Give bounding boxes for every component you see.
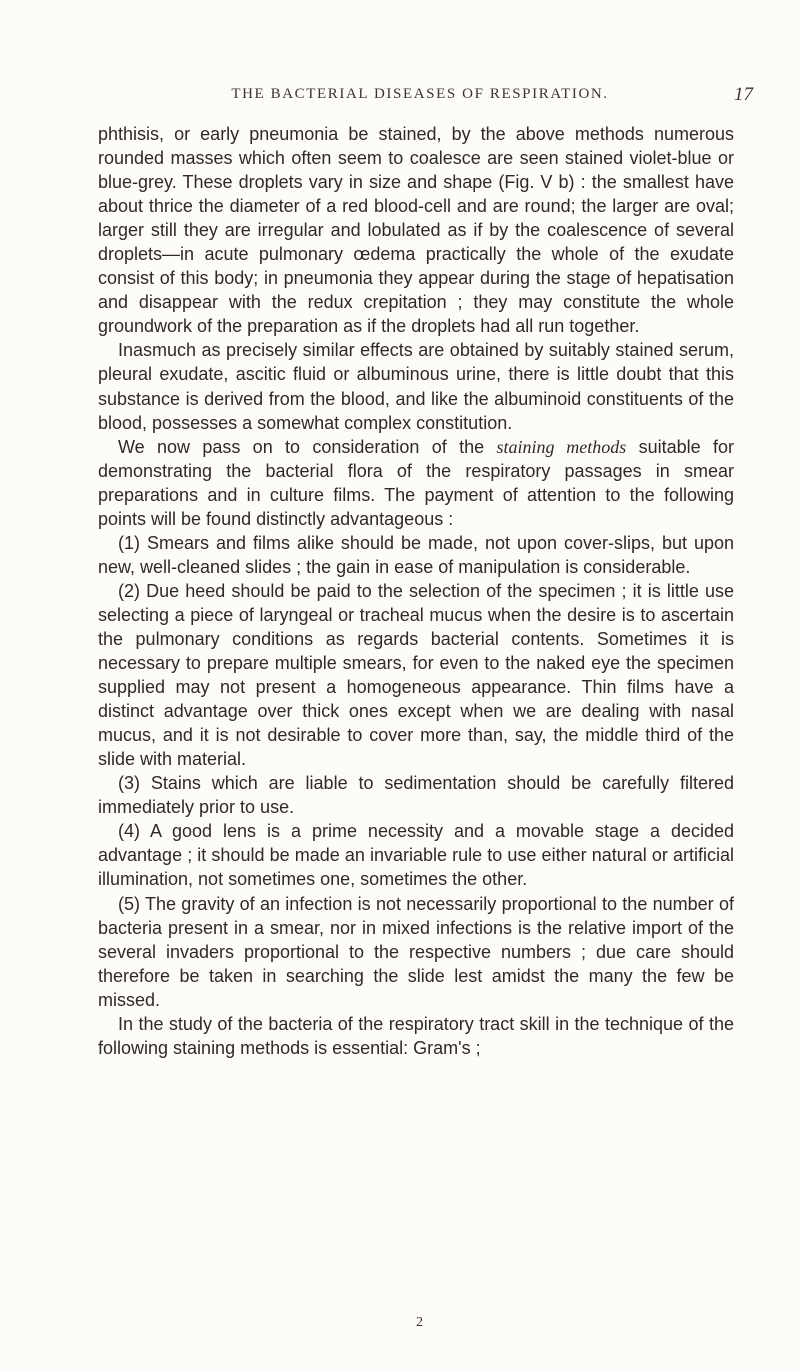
page-number: 17 [734, 84, 753, 105]
paragraph: Inasmuch as precisely similar effects are obtained by suitably stained serum, pleural exudate, ascitic fluid or albuminous urine, there is little doubt that this substance is derived from the blood, and like the albuminoid constituents of the blood, possesses a somewhat complex constitution. [98, 340, 734, 433]
paragraph: In the study of the bacteria of the respiratory tract skill in the technique of the following staining methods is essential: Gram's ; [98, 1013, 734, 1058]
list-item-4: (4) A good lens is a prime necessity and a movable stage a decided advantage ; it should be made an invariable rule to use either natural or artificial illumination, not sometimes one, sometimes the other. [98, 821, 734, 890]
list-item-2: (2) Due heed should be paid to the selection of the specimen ; it is little use selecting a piece of laryngeal or tracheal mucus when the desire is to ascertain the pulmonary conditions as regards bacterial contents. Sometimes it is necessary to prepare multiple smears, for even to the naked eye the specimen supplied may not present a homogeneous appearance. Thin films have a distinct advantage over thick ones except when we are dealing with nasal mucus, and it is not desirable to cover more than, say, the middle third of the slide with material. [98, 580, 734, 770]
list-item-5: (5) The gravity of an infection is not necessarily proportional to the number of bacteria present in a smear, nor in mixed infections is the relative import of the several invaders proportional to the respective numbers ; due care should therefore be taken in searching the slide lest amidst the many the few be missed. [98, 893, 734, 1010]
emphasis-staining-methods: staining methods [496, 436, 627, 457]
list-item-3: (3) Stains which are liable to sedimentation should be carefully filtered immediately prior to use. [98, 773, 734, 818]
text-run: We now pass on to consideration of the [118, 436, 497, 457]
paragraph [98, 435, 734, 531]
paragraph: phthisis, or early pneumonia be stained, by the above methods numerous rounded masses which often seem to coalesce are seen stained violet-blue or blue-grey. These droplets vary in size and shape (Fig. V b) : the smallest have about thrice the diameter of a red blood-cell and are round; the larger are oval; larger still they are irregular and lobulated as if by the coalescence of several droplets—in acute pulmonary œdema practically the whole of the exudate consist of this body; in pneumonia they appear during the stage of hepatisation and disappear with the redux crepitation ; they may constitute the whole groundwork of the preparation as if the droplets had all run together. [98, 124, 734, 337]
body-text [98, 122, 734, 1060]
text-run: suitable for demonstrating the bacterial flora of the respiratory passages in smear preparations and in culture films. The payment of attention to the following points will be found distinctly advantageous : [98, 436, 734, 529]
list-item-1: (1) Smears and films alike should be made, not upon cover-slips, but upon new, well-cleaned slides ; the gain in ease of manipulation is considerable. [98, 532, 734, 577]
running-title: THE BACTERIAL DISEASES OF RESPIRATION. [231, 86, 609, 102]
signature-mark: 2 [416, 1315, 423, 1330]
